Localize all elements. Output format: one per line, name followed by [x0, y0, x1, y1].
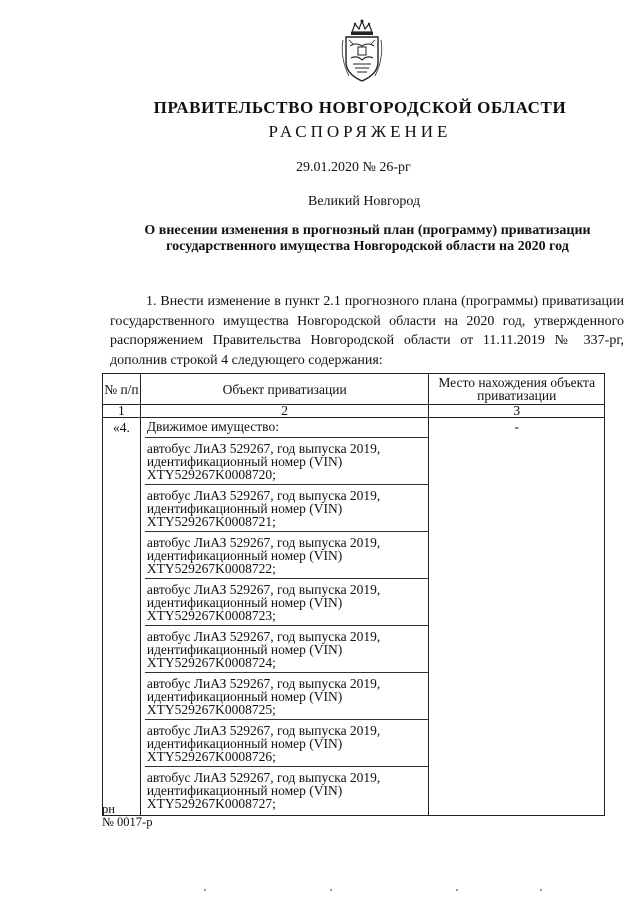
scan-mark [456, 889, 458, 891]
header-object: Объект приватизации [140, 374, 429, 405]
list-item: автобус ЛиАЗ 529267, год выпуска 2019, идентификационный номер (VIN) XTY529267K0008723; [145, 578, 429, 625]
coat-of-arms-icon [337, 18, 387, 86]
scan-mark [540, 889, 542, 891]
document-date-number: 29.01.2020 № 26-рг [296, 160, 411, 175]
footer-code [102, 803, 152, 829]
column-number-row [103, 405, 605, 418]
object-cell [140, 418, 429, 816]
column-number: 3 [429, 405, 605, 418]
movable-property-label: Движимое имущество: [146, 419, 279, 434]
body-paragraph: 1. Внести изменение в пункт 2.1 прогнозного плана (программы) приватизации государственного имущества Новгородской области на 2020 год, утвержденного распоряжением Правительства Новгородской области от 11.11.2019 № 337-рг, дополнив строкой 4 следующего содержания: [110, 294, 624, 368]
document-body [110, 292, 624, 370]
list-item: автобус ЛиАЗ 529267, год выпуска 2019, идентификационный номер (VIN) XTY529267K0008722; [145, 531, 429, 578]
header-number: № п/п [103, 374, 141, 405]
document-type: РАСПОРЯЖЕНИЕ [268, 122, 452, 141]
scan-mark [204, 889, 206, 891]
list-item: автобус ЛиАЗ 529267, год выпуска 2019, идентификационный номер (VIN) XTY529267K0008727; [145, 766, 429, 813]
list-item: автобус ЛиАЗ 529267, год выпуска 2019, идентификационный номер (VIN) XTY529267K0008726; [145, 719, 429, 766]
table-row [103, 418, 605, 816]
footer-line: № 0017-р [102, 815, 153, 829]
scan-mark [330, 889, 332, 891]
privatization-table [102, 373, 605, 816]
list-item: автобус ЛиАЗ 529267, год выпуска 2019, идентификационный номер (VIN) XTY529267K0008720; [145, 437, 429, 484]
footer-line: рн [102, 802, 115, 816]
location-cell: - [429, 418, 605, 816]
column-number: 1 [103, 405, 141, 418]
list-item: автобус ЛиАЗ 529267, год выпуска 2019, идентификационный номер (VIN) XTY529267K0008721; [145, 484, 429, 531]
document-city: Великий Новгород [308, 194, 421, 209]
header-location: Место нахождения объекта приватизации [429, 374, 605, 405]
list-item: автобус ЛиАЗ 529267, год выпуска 2019, идентификационный номер (VIN) XTY529267K0008724; [145, 625, 429, 672]
column-number: 2 [140, 405, 429, 418]
bus-list [147, 437, 425, 813]
government-title: ПРАВИТЕЛЬСТВО НОВГОРОДСКОЙ ОБЛАСТИ [153, 98, 567, 117]
document-subject: О внесении изменения в прогнозный план (программу) приватизации государственного имущества Новгородской области на 2020 год [144, 223, 591, 254]
table-header-row [103, 374, 605, 405]
row-number: «4. [103, 418, 141, 816]
list-item: автобус ЛиАЗ 529267, год выпуска 2019, идентификационный номер (VIN) XTY529267K0008725; [145, 672, 429, 719]
